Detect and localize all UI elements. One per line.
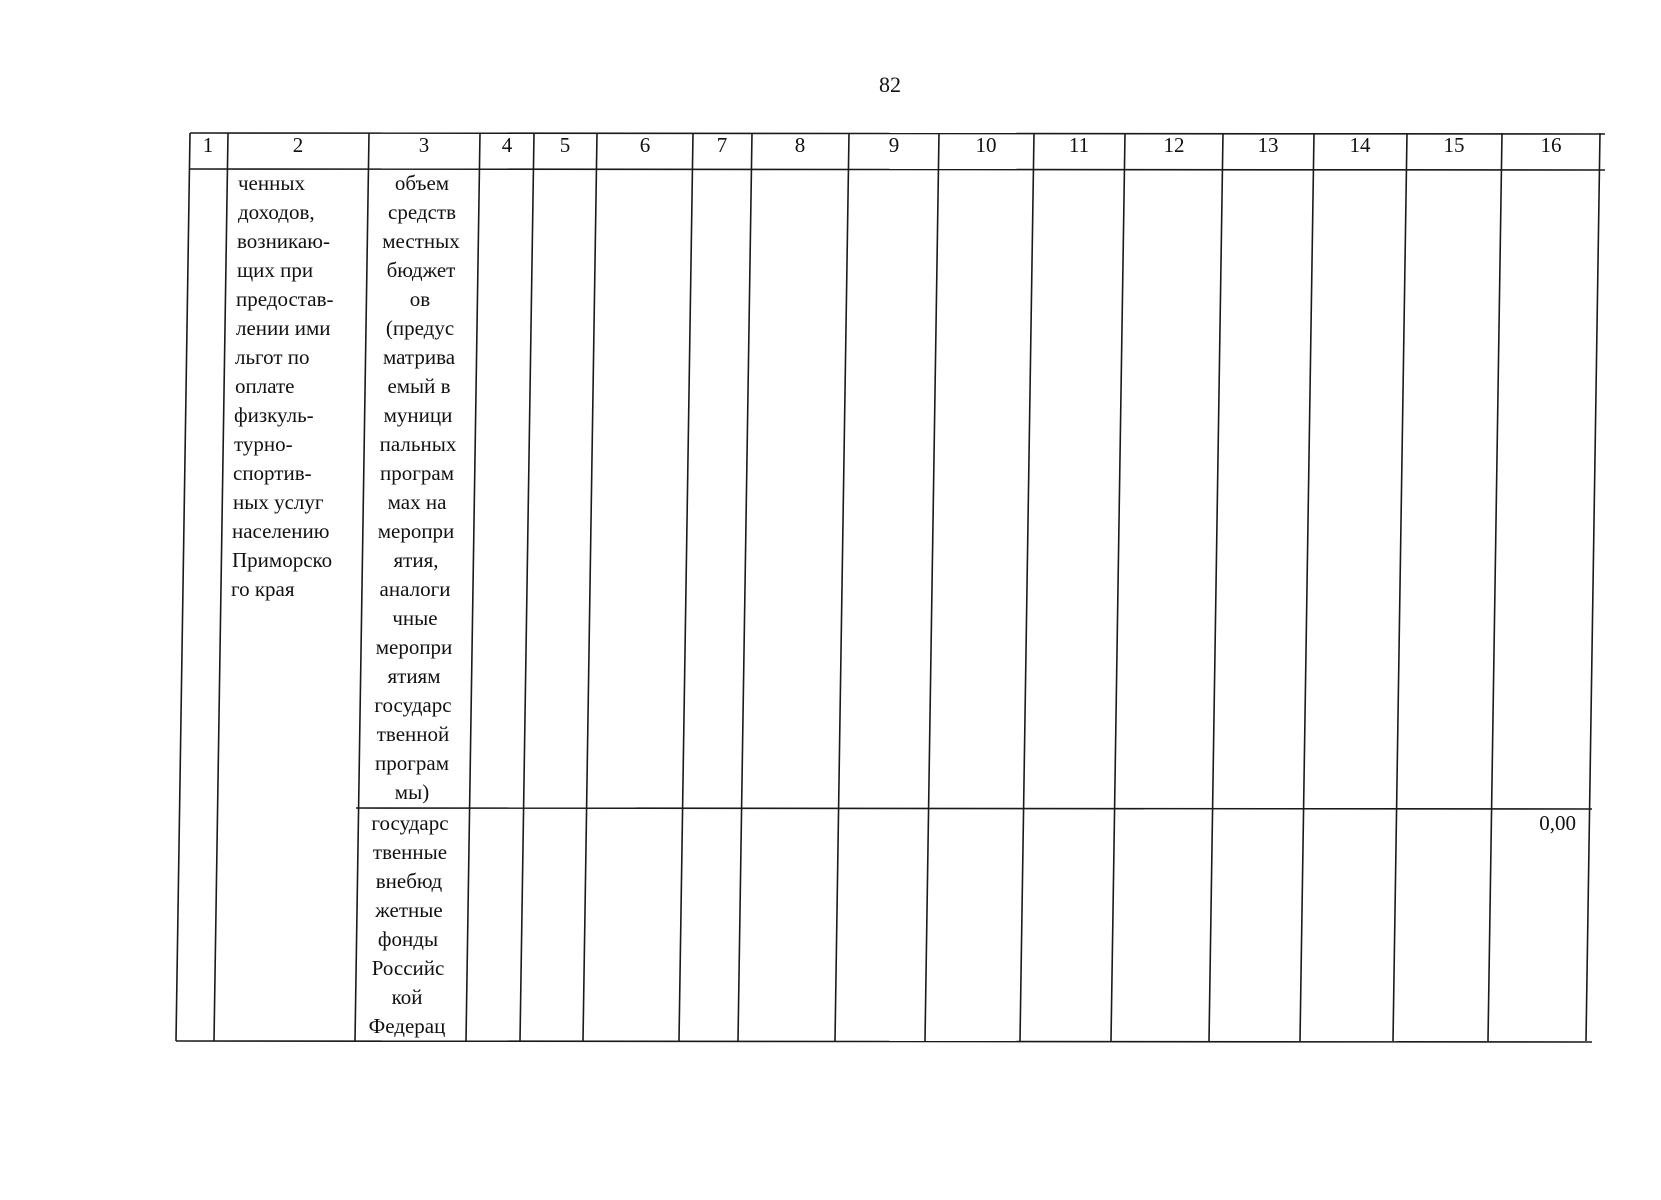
column-header: 16 xyxy=(1540,133,1562,157)
column-border xyxy=(1020,133,1034,1041)
cell-text-line: населению xyxy=(232,519,330,543)
cell-text-line: муници xyxy=(383,403,453,427)
cell-text-line: щих при xyxy=(237,258,314,282)
cell-text-line: твенной xyxy=(376,722,450,746)
column-header: 14 xyxy=(1349,133,1371,157)
cell-text-line: возникаю- xyxy=(237,229,330,253)
cell-text-line: ных услуг xyxy=(233,490,324,514)
column-border xyxy=(738,133,752,1041)
column2-text xyxy=(231,171,333,601)
cell-text-line: мы) xyxy=(394,780,430,804)
column-header: 8 xyxy=(794,133,806,157)
column-header: 11 xyxy=(1068,133,1090,157)
cell-text-line: (предус xyxy=(385,316,455,340)
column-header: 9 xyxy=(888,133,900,157)
cell-text-line: ятиям xyxy=(387,664,441,688)
cell-text-line: жетные xyxy=(375,898,443,922)
page-number: 82 xyxy=(879,72,901,97)
cell-text-line: мах на xyxy=(387,490,447,514)
cell-text-line: физкуль- xyxy=(234,403,314,427)
column-border xyxy=(925,133,939,1041)
cell-text-line: чные xyxy=(392,606,438,630)
cell-text-line: турно- xyxy=(234,432,293,456)
column-header-row xyxy=(203,133,1562,157)
column-border xyxy=(1393,133,1407,1041)
column-border xyxy=(583,133,597,1041)
cell-text-line: доходов, xyxy=(238,200,315,224)
column-border xyxy=(679,133,693,1041)
column-header: 1 xyxy=(202,133,214,157)
column-border xyxy=(355,133,369,1041)
column-header: 10 xyxy=(975,133,997,157)
cell-text-line: льгот по xyxy=(235,345,310,369)
column-header: 6 xyxy=(639,133,651,157)
column-border xyxy=(466,133,480,1041)
row2-col16-value: 0,00 xyxy=(1539,811,1576,835)
cell-text-line: твенные xyxy=(372,840,448,864)
cell-text-line: средств xyxy=(388,200,456,224)
column-border xyxy=(176,133,190,1041)
column-header: 4 xyxy=(501,133,513,157)
cell-text-line: фонды xyxy=(377,927,439,951)
column-header: 7 xyxy=(716,133,728,157)
cell-text-line: Российс xyxy=(371,956,445,980)
column-header: 5 xyxy=(559,133,571,157)
cell-text-line: аналоги xyxy=(379,577,451,601)
cell-text-line: кой xyxy=(391,985,423,1009)
cell-text-line: местных xyxy=(382,229,460,253)
cell-text-line: емый в xyxy=(387,374,451,398)
column-border xyxy=(1111,133,1125,1041)
cell-text-line: оплате xyxy=(235,374,295,398)
column-border xyxy=(1488,133,1502,1041)
cell-text-line: го края xyxy=(231,577,295,601)
cell-text-line: матрива xyxy=(382,345,456,369)
cell-text-line: предостав- xyxy=(236,287,334,311)
header-bottom-border xyxy=(190,169,1605,170)
column-header: 3 xyxy=(418,133,430,157)
column-header: 15 xyxy=(1443,133,1465,157)
column-border xyxy=(1209,133,1223,1041)
cell-text-line: ов xyxy=(409,287,431,311)
row1-column3-text xyxy=(374,171,460,804)
column-border xyxy=(835,133,849,1041)
cell-text-line: Федерац xyxy=(368,1014,446,1038)
cell-text-line: Приморско xyxy=(232,548,333,572)
column-header: 12 xyxy=(1163,133,1185,157)
row2-column3-text xyxy=(369,811,449,1038)
cell-text-line: програм xyxy=(380,461,454,485)
cell-text-line: меропри xyxy=(375,635,453,659)
cell-text-line: меропри xyxy=(377,519,455,543)
cell-text-line: програм xyxy=(375,751,449,775)
column-header: 13 xyxy=(1257,133,1279,157)
cell-text-line: лении ими xyxy=(236,316,331,340)
table-bottom-border xyxy=(176,1041,1592,1042)
row-divider xyxy=(356,808,1592,809)
column-border xyxy=(1300,133,1314,1041)
cell-text-line: ятия, xyxy=(393,548,439,572)
column-border xyxy=(214,133,228,1041)
cell-text-line: пальных xyxy=(379,432,457,456)
cell-text-line: объем xyxy=(394,171,450,195)
cell-text-line: бюджет xyxy=(386,258,456,282)
cell-text-line: спортив- xyxy=(233,461,312,485)
column-header: 2 xyxy=(292,133,304,157)
column-border xyxy=(520,133,534,1041)
column-border xyxy=(1586,133,1600,1041)
cell-text-line: государс xyxy=(374,693,452,717)
cell-text-line: внебюд xyxy=(375,869,443,893)
cell-text-line: государс xyxy=(371,811,449,835)
cell-text-line: ченных xyxy=(238,171,305,195)
